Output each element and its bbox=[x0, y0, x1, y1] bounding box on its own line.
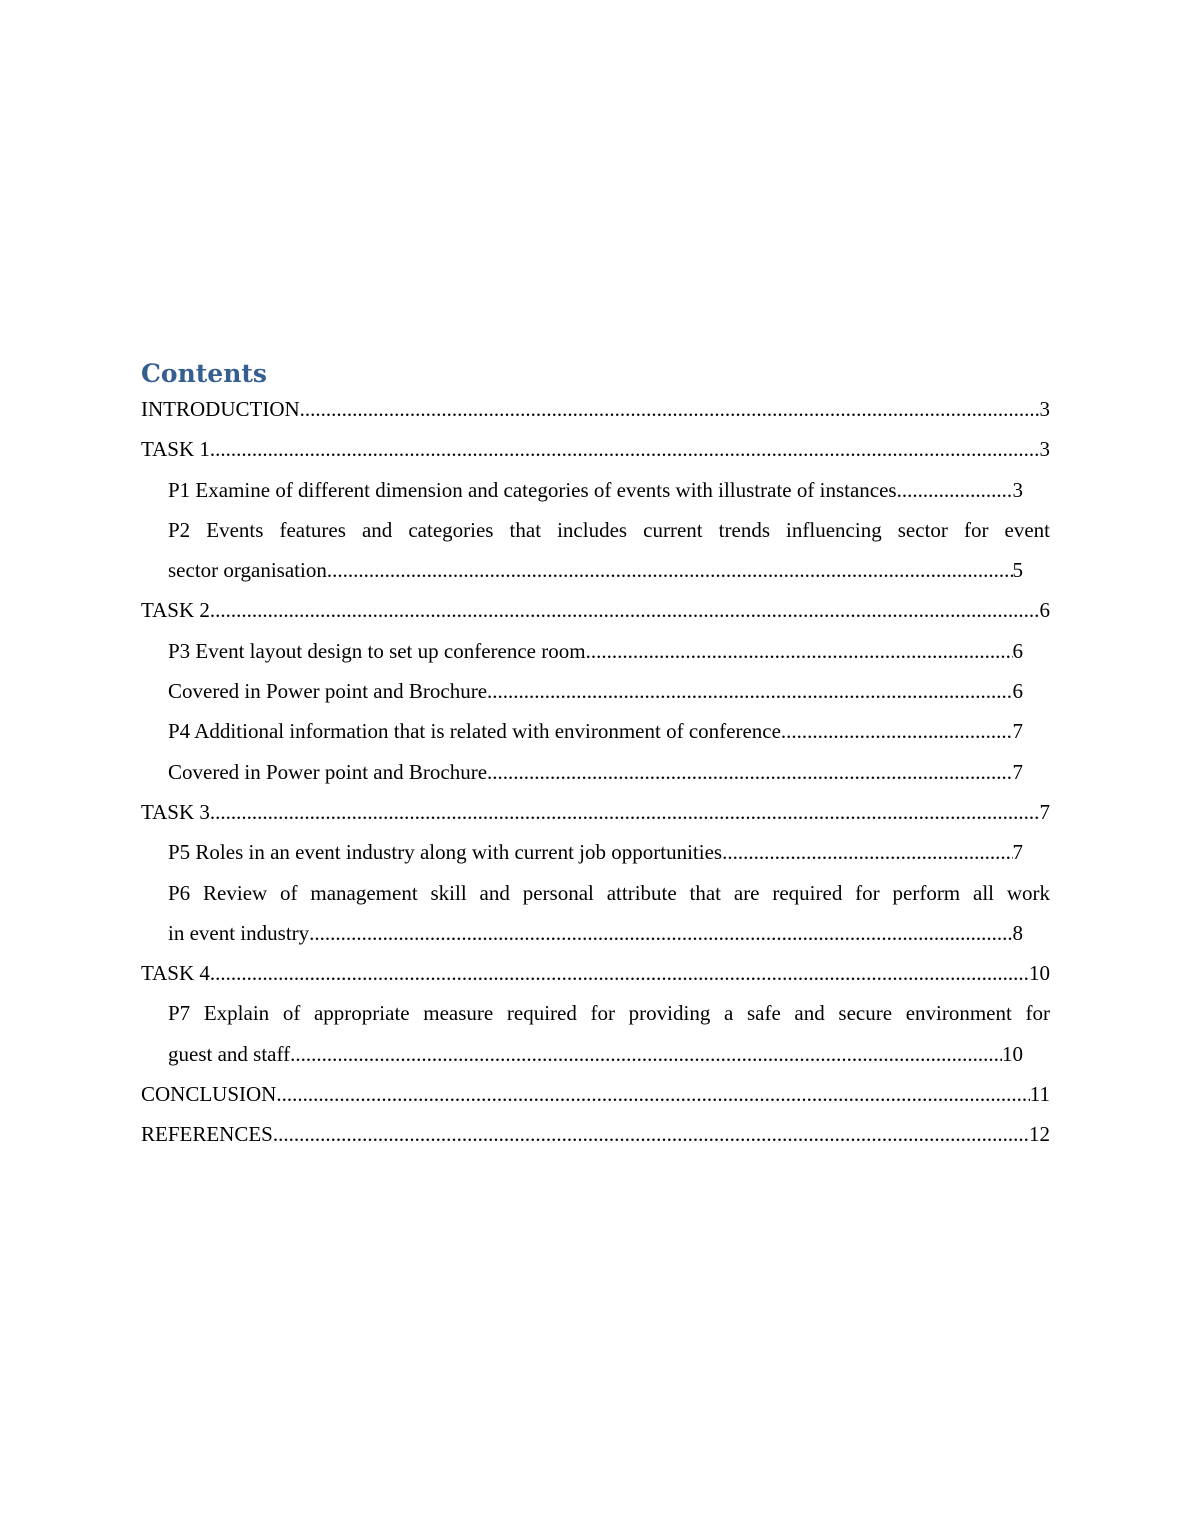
toc-entry-title-line-2: guest and staff bbox=[168, 1041, 291, 1066]
dot-leader bbox=[300, 389, 1040, 429]
contents-heading: Contents bbox=[141, 359, 268, 388]
dot-leader bbox=[327, 550, 1013, 590]
toc-page-number: 6 bbox=[1012, 679, 1023, 704]
dot-leader bbox=[210, 792, 1040, 832]
toc-page-number: 3 bbox=[1039, 437, 1050, 462]
toc-page-number: 5 bbox=[1012, 558, 1023, 583]
toc-entry-title: TASK 2 bbox=[141, 598, 210, 623]
toc-entry-introduction[interactable] bbox=[141, 389, 1050, 429]
toc-entry-p1[interactable] bbox=[141, 470, 1050, 510]
toc-entry-title: Covered in Power point and Brochure bbox=[168, 759, 488, 784]
toc-entry-title: TASK 3 bbox=[141, 799, 210, 824]
toc-entry-task-3[interactable] bbox=[141, 792, 1050, 832]
toc-entry-title: INTRODUCTION bbox=[141, 397, 300, 421]
toc-page-number: 8 bbox=[1012, 920, 1023, 945]
table-of-contents bbox=[141, 389, 1050, 1155]
toc-entry-covered-ppt-2[interactable] bbox=[141, 752, 1050, 792]
dot-leader bbox=[722, 832, 1012, 872]
dot-leader bbox=[276, 1074, 1029, 1114]
toc-entry-covered-ppt-1[interactable] bbox=[141, 671, 1050, 711]
toc-page-number: 7 bbox=[1039, 799, 1050, 824]
toc-entry-title: TASK 4 bbox=[141, 961, 210, 986]
toc-page-number: 7 bbox=[1012, 719, 1023, 744]
toc-page-number: 7 bbox=[1012, 759, 1023, 784]
toc-entry-conclusion[interactable] bbox=[141, 1074, 1050, 1114]
toc-entry-task-1[interactable] bbox=[141, 429, 1050, 469]
toc-entry-p6[interactable] bbox=[141, 873, 1050, 954]
toc-entry-p4[interactable] bbox=[141, 711, 1050, 751]
toc-entry-title-line-1: P2 Events features and categories that includes current trends influencing sector for event bbox=[168, 517, 1050, 542]
toc-entry-title: P1 Examine of different dimension and categories of events with illustrate of instances. bbox=[168, 477, 902, 502]
toc-entry-task-4[interactable] bbox=[141, 953, 1050, 993]
dot-leader bbox=[586, 631, 1013, 671]
toc-page-number: 3 bbox=[1012, 477, 1023, 502]
toc-entry-title: REFERENCES bbox=[141, 1122, 273, 1147]
dot-leader bbox=[781, 711, 1013, 751]
toc-page-number: 7 bbox=[1012, 840, 1023, 865]
toc-entry-title: P3 Event layout design to set up conference room bbox=[168, 638, 586, 663]
toc-entry-p2[interactable] bbox=[141, 510, 1050, 591]
dot-leader bbox=[290, 1034, 1002, 1074]
toc-entry-title-line-1: P6 Review of management skill and personal attribute that are required for perform all work bbox=[168, 880, 1050, 905]
dot-leader bbox=[487, 671, 1012, 711]
toc-page-number: 11 bbox=[1029, 1082, 1050, 1107]
dot-leader bbox=[210, 590, 1040, 630]
toc-entry-title: P5 Roles in an event industry along with current job opportunities bbox=[168, 840, 723, 865]
dot-leader bbox=[902, 470, 1013, 510]
toc-entry-references[interactable] bbox=[141, 1114, 1050, 1154]
toc-entry-title: CONCLUSION bbox=[141, 1082, 277, 1107]
toc-page-number: 3 bbox=[1039, 397, 1050, 421]
toc-entry-title-line-2: in event industry bbox=[168, 920, 310, 945]
toc-entry-p3[interactable] bbox=[141, 631, 1050, 671]
dot-leader bbox=[273, 1114, 1029, 1154]
toc-entry-title: P4 Additional information that is related with environment of conference bbox=[168, 719, 781, 744]
dot-leader bbox=[487, 752, 1012, 792]
toc-page-number: 12 bbox=[1029, 1122, 1050, 1147]
toc-entry-task-2[interactable] bbox=[141, 590, 1050, 630]
toc-entry-title-line-2: sector organisation bbox=[168, 558, 327, 583]
dot-leader bbox=[309, 913, 1012, 953]
toc-entry-p5[interactable] bbox=[141, 832, 1050, 872]
dot-leader bbox=[210, 953, 1029, 993]
toc-page-number: 10 bbox=[1002, 1041, 1023, 1066]
dot-leader bbox=[210, 429, 1040, 469]
toc-page-number: 6 bbox=[1012, 638, 1023, 663]
toc-page-number: 10 bbox=[1029, 961, 1050, 986]
toc-entry-title: Covered in Power point and Brochure bbox=[168, 679, 488, 704]
toc-entry-p7[interactable] bbox=[141, 993, 1050, 1074]
toc-page-number: 6 bbox=[1039, 598, 1050, 623]
toc-entry-title-line-1: P7 Explain of appropriate measure required for providing a safe and secure environment for bbox=[168, 1001, 1050, 1026]
toc-entry-title: TASK 1 bbox=[141, 437, 210, 462]
